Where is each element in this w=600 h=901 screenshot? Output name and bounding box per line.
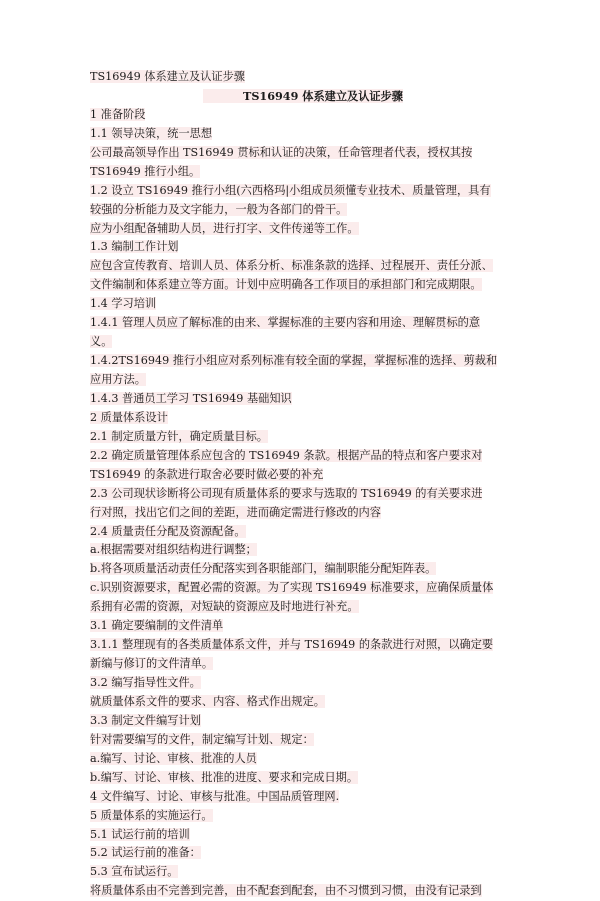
text-line xyxy=(90,125,516,144)
text-line xyxy=(90,295,516,314)
text-line xyxy=(90,276,516,295)
text-line-content: 2.2 确定质量管理体系应包含的 TS16949 条款。根据产品的特点和客户要求对 xyxy=(90,448,483,462)
text-line-content: 1.4.2TS16949 推行小组应对系列标准有较全面的掌握，掌握标准的选择、剪裁和 xyxy=(90,354,498,368)
text-line xyxy=(90,598,516,617)
text-line xyxy=(90,238,516,257)
text-line-content: 1.4 学习培训 xyxy=(90,297,157,311)
document-body xyxy=(90,68,516,901)
document-heading-line xyxy=(90,87,516,106)
paragraph-list xyxy=(90,106,516,901)
text-line xyxy=(90,428,516,447)
text-line-content: 5.2 试运行前的准备： xyxy=(90,846,201,860)
text-line-content: 3.3 制定文件编写计划 xyxy=(90,713,201,727)
text-line-content: c.识别资源要求，配置必需的资源。为了实现 TS16949 标准要求，应确保质量体 xyxy=(90,581,494,595)
text-line xyxy=(90,220,516,239)
text-line-content: 1.3 编制工作计划 xyxy=(90,240,179,254)
text-line-content: 公司最高领导作出 TS16949 贯标和认证的决策，任命管理者代表，授权其按 xyxy=(90,145,473,159)
text-line xyxy=(90,674,516,693)
text-line-content: 5 质量体系的实施运行。 xyxy=(90,808,213,822)
text-line xyxy=(90,863,516,882)
text-line-content: 文件编制和体系建立等方面。计划中应明确各工作项目的承担部门和完成期限。 xyxy=(90,278,482,292)
text-line-content: 新编与修订的文件清单。 xyxy=(90,657,214,671)
text-line-content: 将质量体系由不完善到完善，由不配套到配套，由不习惯到习惯，由没有记录到 xyxy=(90,884,482,898)
text-line-content: 1.1 领导决策，统一思想 xyxy=(90,126,213,140)
text-line-content: 较强的分析能力及文字能力，一般为各部门的骨干。 xyxy=(90,202,348,216)
document-heading: TS16949 体系建立及认证步骤 xyxy=(203,89,403,103)
text-line-content: 针对需要编写的文件，制定编写计划、规定： xyxy=(90,732,314,746)
text-line xyxy=(90,655,516,674)
text-line-content: 1.2 设立 TS16949 推行小组(六西格玛|小组成员须懂专业技术、质量管理，具有 xyxy=(90,183,491,197)
text-line xyxy=(90,257,516,276)
text-line xyxy=(90,352,516,371)
text-line xyxy=(90,144,516,163)
text-line-content: 1.4.3 普通员工学习 TS16949 基础知识 xyxy=(90,391,292,405)
text-line xyxy=(90,769,516,788)
text-line-content: 2.4 质量责任分配及资源配备。 xyxy=(90,524,246,538)
text-line-content: 2.1 制定质量方针，确定质量目标。 xyxy=(90,429,268,443)
text-line xyxy=(90,314,516,333)
text-line xyxy=(90,788,516,807)
text-line xyxy=(90,163,516,182)
document-title: TS16949 体系建立及认证步骤 xyxy=(90,70,245,83)
text-line xyxy=(90,807,516,826)
text-line xyxy=(90,844,516,863)
text-line xyxy=(90,182,516,201)
text-line-content: 1.4.1 管理人员应了解标准的由来、掌握标准的主要内容和用途、理解贯标的意 xyxy=(90,316,481,330)
text-line xyxy=(90,504,516,523)
text-line-content: 行对照，找出它们之间的差距，进而确定需进行修改的内容 xyxy=(90,505,381,519)
text-line xyxy=(90,560,516,579)
text-line-content: TS16949 的条款进行取舍必要时做必要的补充 xyxy=(90,467,324,481)
text-line xyxy=(90,523,516,542)
text-line xyxy=(90,390,516,409)
text-line-content: 5.1 试运行前的培训 xyxy=(90,827,190,841)
text-line-content: 应用方法。 xyxy=(90,373,146,386)
text-line xyxy=(90,485,516,504)
text-line-content: 2 质量体系设计 xyxy=(90,410,168,424)
text-line xyxy=(90,636,516,655)
text-line-content: a.根据需要对组织结构进行调整； xyxy=(90,543,257,557)
text-line-content: b.将各项质量活动责任分配落实到各职能部门，编制职能分配矩阵表。 xyxy=(90,562,437,576)
text-line xyxy=(90,201,516,220)
text-line xyxy=(90,750,516,769)
text-line-content: TS16949 推行小组。 xyxy=(90,164,201,178)
text-line xyxy=(90,731,516,750)
text-line-content: 1 准备阶段 xyxy=(90,107,146,121)
text-line-content: 2.3 公司现状诊断将公司现有质量体系的要求与选取的 TS16949 的有关要求进 xyxy=(90,486,483,500)
text-line xyxy=(90,826,516,845)
text-line xyxy=(90,712,516,731)
text-line xyxy=(90,371,516,390)
text-line xyxy=(90,617,516,636)
text-line-content: 系拥有必需的资源，对短缺的资源应及时地进行补充。 xyxy=(90,600,359,614)
text-line-content: 3.2 编写指导性文件。 xyxy=(90,676,201,689)
text-line xyxy=(90,693,516,712)
text-line xyxy=(90,333,516,352)
text-line-content: b.编写、讨论、审核、批准的进度、要求和完成日期。 xyxy=(90,770,359,784)
text-line-content: 就质量体系文件的要求、内容、格式作出规定。 xyxy=(90,694,325,708)
text-line-content: 3.1 确定要编制的文件清单 xyxy=(90,619,224,633)
text-line xyxy=(90,466,516,485)
text-line-content: a.编写、讨论、审核、批准的人员 xyxy=(90,751,257,765)
text-line xyxy=(90,579,516,598)
text-line xyxy=(90,541,516,560)
text-line xyxy=(90,409,516,428)
text-line-content: 3.1.1 整理现有的各类质量体系文件，并与 TS16949 的条款进行对照，以确定要 xyxy=(90,638,494,652)
text-line-content: 义。 xyxy=(90,335,113,349)
text-line xyxy=(90,447,516,466)
text-line-content: 5.3 宣布试运行。 xyxy=(90,865,179,879)
text-line-content: 4 文件编写、讨论、审核与批准。中国品质管理网. xyxy=(90,789,340,803)
document-title-line xyxy=(90,68,516,87)
text-line-content: 应包含宣传教育、培训人员、体系分析、标准条款的选择、过程展开、责任分派、 xyxy=(90,259,493,273)
text-line xyxy=(90,882,516,901)
text-line-content: 应为小组配备辅助人员，进行打字、文件传递等工作。 xyxy=(90,221,359,235)
text-line xyxy=(90,106,516,125)
